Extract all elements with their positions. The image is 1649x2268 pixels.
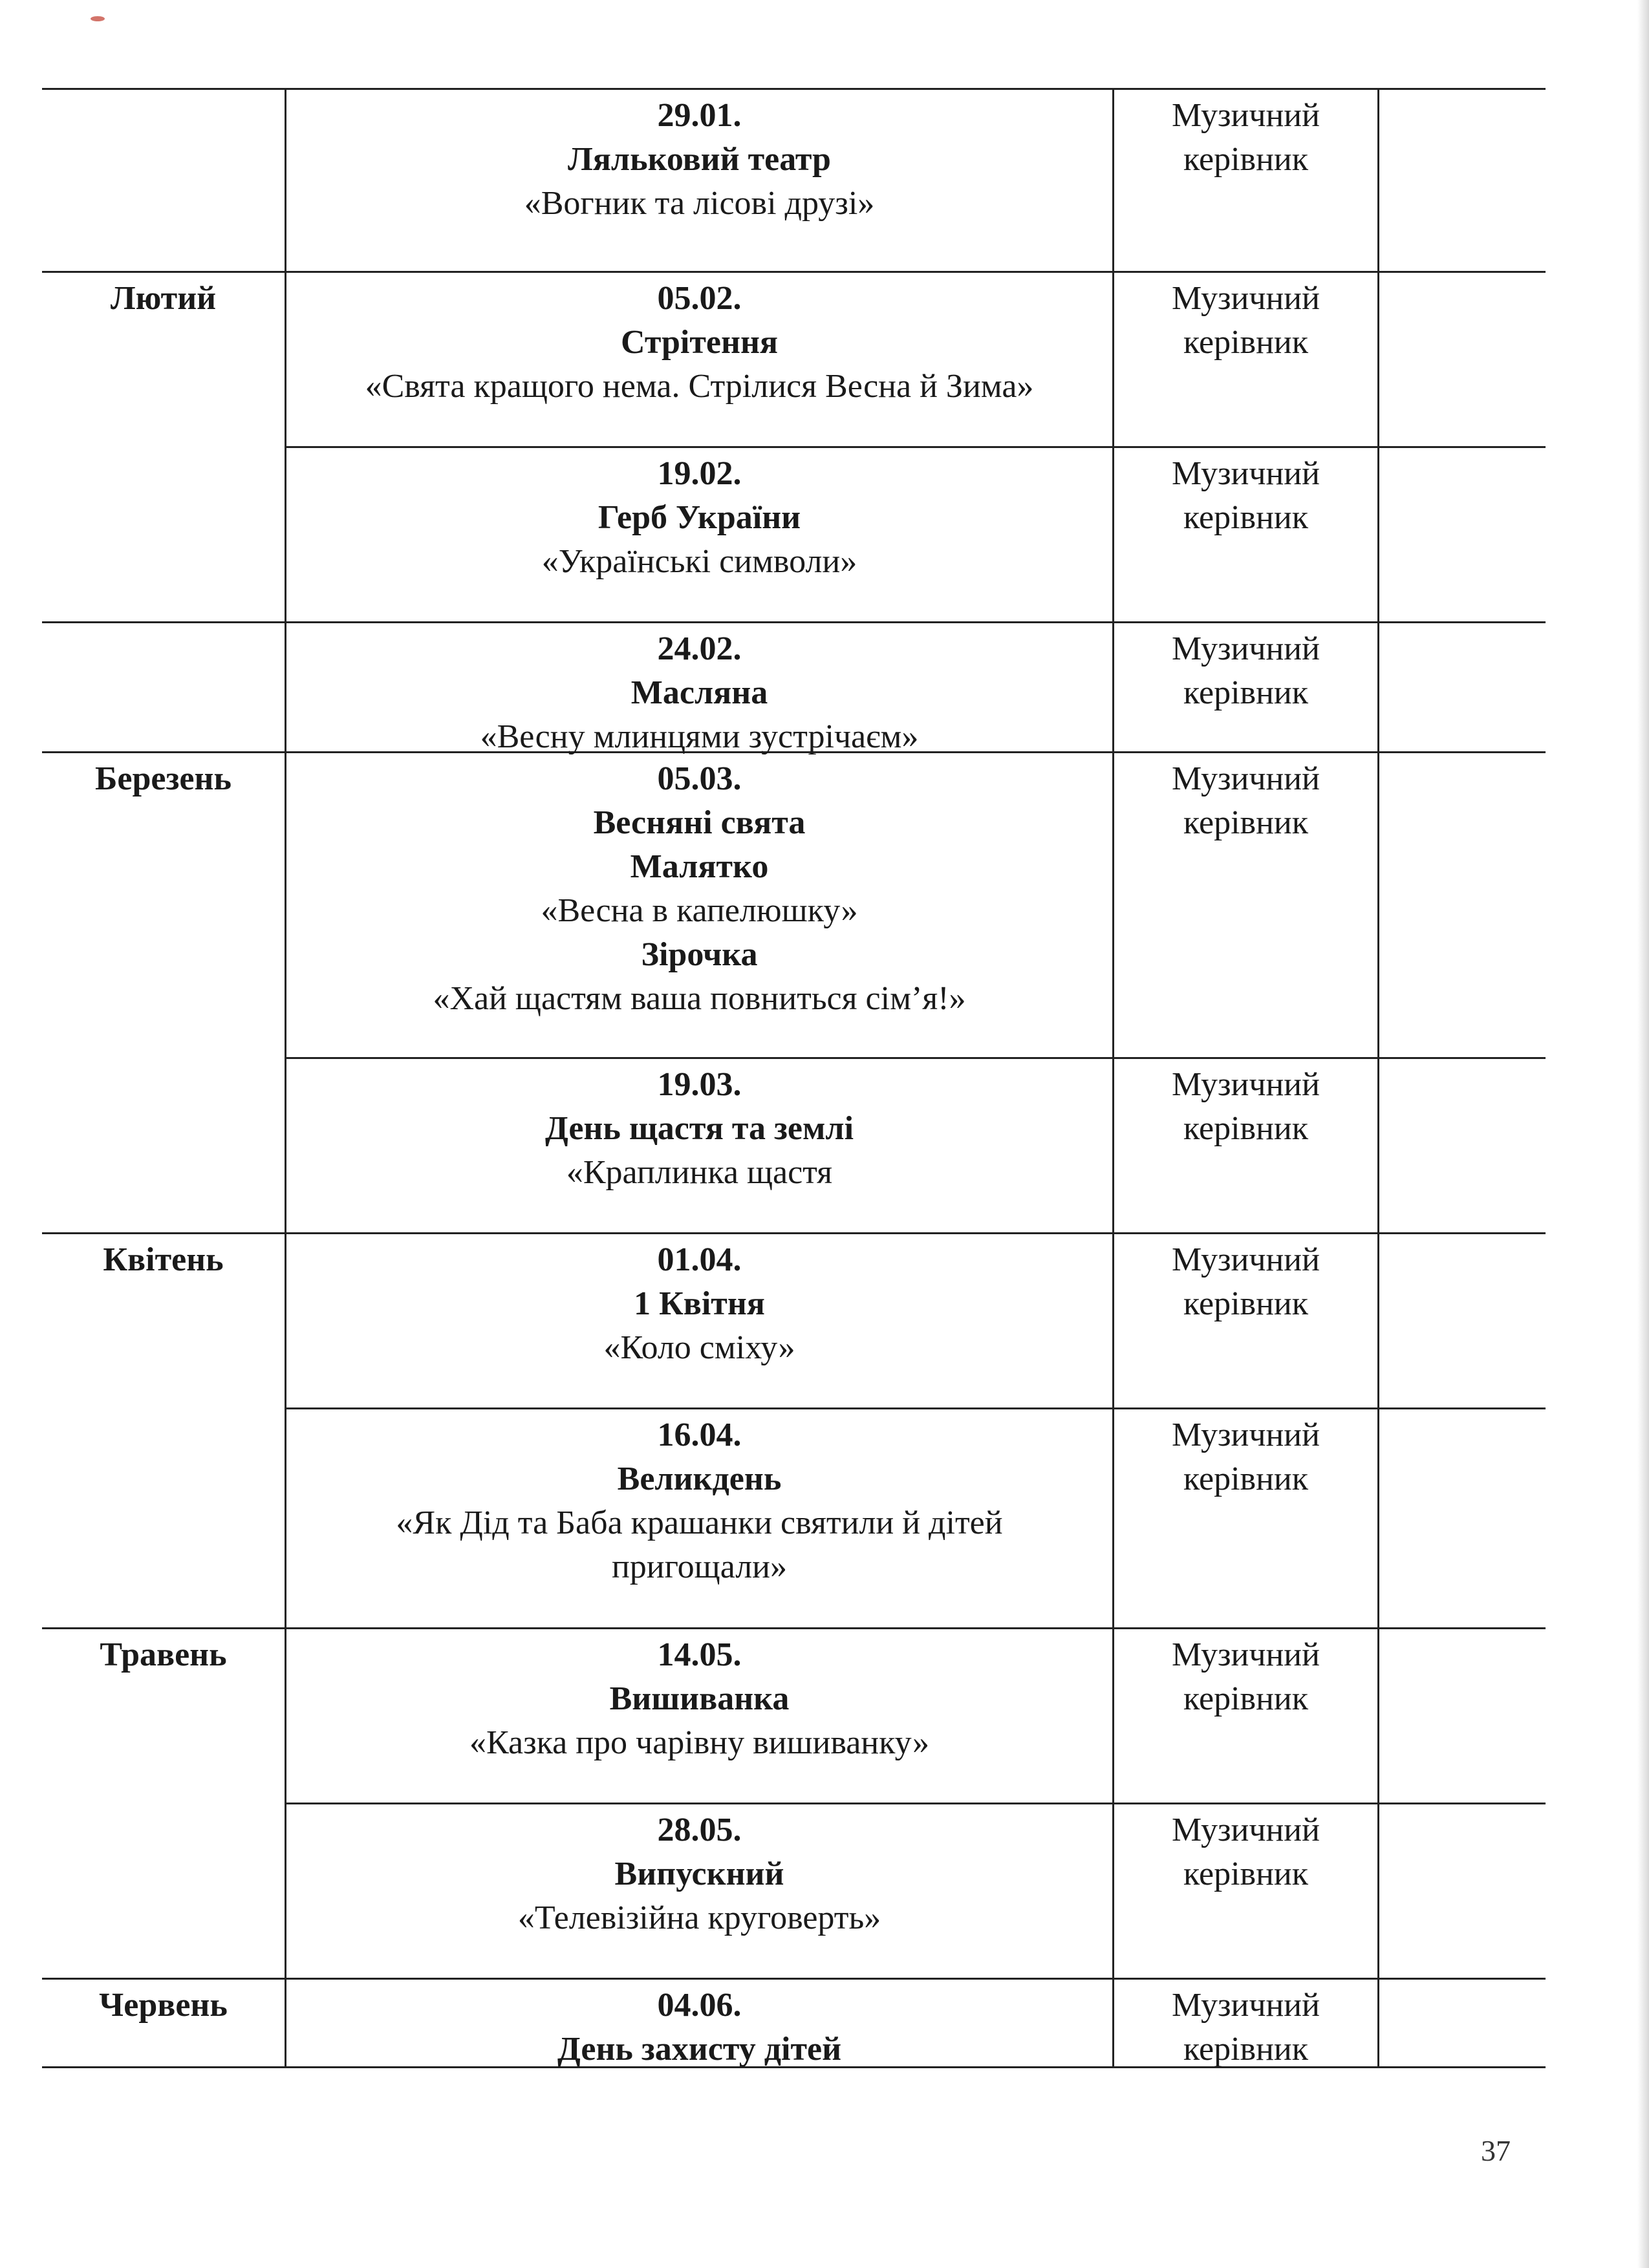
- responsible-line: керівник: [1183, 1285, 1308, 1322]
- responsible-line: Музичний: [1172, 1987, 1320, 2024]
- responsible-line: керівник: [1183, 1110, 1308, 1147]
- event-cell: [285, 1059, 1112, 1232]
- event-cell: [285, 1409, 1112, 1627]
- responsible-line: керівник: [1183, 2031, 1308, 2068]
- table-row: [42, 88, 1546, 271]
- event-date: 19.02.: [657, 455, 742, 492]
- table-row: [42, 1232, 1546, 1407]
- responsible-cell: [1112, 1234, 1377, 1407]
- group-name: Зірочка: [641, 936, 758, 973]
- month-cell: Квітень: [103, 1241, 224, 1278]
- table-row: [42, 621, 1546, 755]
- event-subtitle: «Коло сміху»: [603, 1329, 795, 1366]
- event-cell: [285, 1980, 1112, 2066]
- notes-cell: [1377, 273, 1546, 446]
- notes-cell: [1377, 1409, 1546, 1627]
- events-table: [42, 88, 1546, 2068]
- event-title: 1 Квітня: [634, 1285, 765, 1322]
- ink-smudge: [91, 16, 105, 21]
- table-row: [42, 1627, 1546, 1803]
- event-cell: [285, 1629, 1112, 1803]
- event-date: 01.04.: [657, 1241, 742, 1278]
- event-cell: [285, 90, 1112, 271]
- month-cell: [42, 623, 285, 751]
- notes-cell: [1377, 1804, 1546, 1978]
- responsible-cell: [1112, 273, 1377, 446]
- event-cell: [285, 1234, 1112, 1407]
- responsible-line: Музичний: [1172, 1417, 1320, 1453]
- event-date: 19.03.: [657, 1066, 742, 1103]
- month-cell: [42, 90, 285, 271]
- responsible-line: керівник: [1183, 674, 1308, 711]
- event-date: 14.05.: [657, 1636, 742, 1673]
- month-cell: Березень: [95, 760, 232, 797]
- event-subtitle: «Казка про чарівну вишиванку»: [469, 1724, 929, 1761]
- event-title: Вишиванка: [609, 1680, 790, 1717]
- event-date: 04.06.: [657, 1987, 742, 2024]
- event-date: 24.02.: [657, 630, 742, 667]
- responsible-line: керівник: [1183, 1680, 1308, 1717]
- event-title: Стрітення: [620, 324, 779, 361]
- event-cell: [285, 753, 1112, 1057]
- responsible-line: Музичний: [1172, 1241, 1320, 1278]
- responsible-cell: [1112, 623, 1377, 751]
- table-row: [42, 1057, 1546, 1232]
- responsible-line: керівник: [1183, 1856, 1308, 1892]
- event-subtitle: «Свята кращого нема. Стрілися Весна й Зима»: [365, 368, 1034, 405]
- responsible-line: Музичний: [1172, 760, 1320, 797]
- event-title: Випускний: [614, 1856, 784, 1892]
- responsible-cell: [1112, 753, 1377, 1057]
- event-subtitle: «Вогник та лісові друзі»: [524, 185, 875, 222]
- responsible-line: керівник: [1183, 1460, 1308, 1497]
- month-cell: Червень: [99, 1987, 228, 2024]
- notes-cell: [1377, 623, 1546, 751]
- event-title: Ляльковий театр: [568, 141, 831, 178]
- event-subtitle: «Як Дід та Баба крашанки святили й дітей: [396, 1504, 1003, 1541]
- table-row: [42, 1803, 1546, 1978]
- responsible-cell: [1112, 448, 1377, 621]
- event-date: 05.02.: [657, 280, 742, 317]
- responsible-line: Музичний: [1172, 1066, 1320, 1103]
- event-title: Герб України: [598, 499, 801, 536]
- responsible-line: Музичний: [1172, 1636, 1320, 1673]
- group-name: Малятко: [630, 848, 769, 885]
- event-title: Великдень: [617, 1460, 782, 1497]
- notes-cell: [1377, 1234, 1546, 1407]
- notes-cell: [1377, 1980, 1546, 2066]
- responsible-cell: [1112, 1980, 1377, 2066]
- table-row: [42, 271, 1546, 446]
- notes-cell: [1377, 448, 1546, 621]
- event-title: День захисту дітей: [557, 2031, 842, 2068]
- event-subtitle: «Хай щастям ваша повниться сім’я!»: [433, 980, 966, 1017]
- responsible-line: Музичний: [1172, 97, 1320, 134]
- notes-cell: [1377, 753, 1546, 1057]
- event-subtitle: «Українські символи»: [541, 543, 857, 580]
- event-subtitle: «Телевізійна круговерть»: [517, 1899, 881, 1936]
- month-cell: [42, 1803, 285, 1978]
- event-date: 29.01.: [657, 97, 742, 134]
- event-date: 28.05.: [657, 1812, 742, 1848]
- responsible-line: керівник: [1183, 499, 1308, 536]
- month-cell: [42, 1407, 285, 1627]
- event-subtitle: «Краплинка щастя: [566, 1154, 833, 1191]
- event-subtitle: «Весна в капелюшку»: [541, 892, 858, 929]
- event-title: День щастя та землі: [544, 1110, 854, 1147]
- table-row: [42, 751, 1546, 1057]
- table-row: [42, 446, 1546, 621]
- responsible-cell: [1112, 1409, 1377, 1627]
- responsible-line: керівник: [1183, 324, 1308, 361]
- notes-cell: [1377, 1059, 1546, 1232]
- responsible-cell: [1112, 1804, 1377, 1978]
- responsible-cell: [1112, 90, 1377, 271]
- responsible-cell: [1112, 1629, 1377, 1803]
- responsible-line: керівник: [1183, 141, 1308, 178]
- month-cell: Травень: [100, 1636, 227, 1673]
- event-subtitle: «Весну млинцями зустрічаєм»: [480, 718, 919, 755]
- event-subtitle: пригощали»: [611, 1548, 788, 1585]
- table-row: [42, 1978, 1546, 2068]
- responsible-cell: [1112, 1059, 1377, 1232]
- page-number: 37: [1481, 2134, 1511, 2167]
- responsible-line: керівник: [1183, 804, 1308, 841]
- month-cell: Лютий: [110, 280, 217, 317]
- event-cell: [285, 448, 1112, 621]
- event-date: 16.04.: [657, 1417, 742, 1453]
- event-cell: [285, 623, 1112, 755]
- event-title: Масляна: [630, 674, 768, 711]
- responsible-line: Музичний: [1172, 280, 1320, 317]
- month-cell: [42, 1057, 285, 1232]
- event-title: Весняні свята: [593, 804, 806, 841]
- responsible-line: Музичний: [1172, 455, 1320, 492]
- event-date: 05.03.: [657, 760, 742, 797]
- table-row: [42, 1407, 1546, 1627]
- event-cell: [285, 1804, 1112, 1978]
- responsible-line: Музичний: [1172, 630, 1320, 667]
- scan-edge-shadow: [1637, 0, 1649, 2268]
- notes-cell: [1377, 90, 1546, 271]
- event-cell: [285, 273, 1112, 446]
- month-cell: [42, 446, 285, 621]
- notes-cell: [1377, 1629, 1546, 1803]
- responsible-line: Музичний: [1172, 1812, 1320, 1848]
